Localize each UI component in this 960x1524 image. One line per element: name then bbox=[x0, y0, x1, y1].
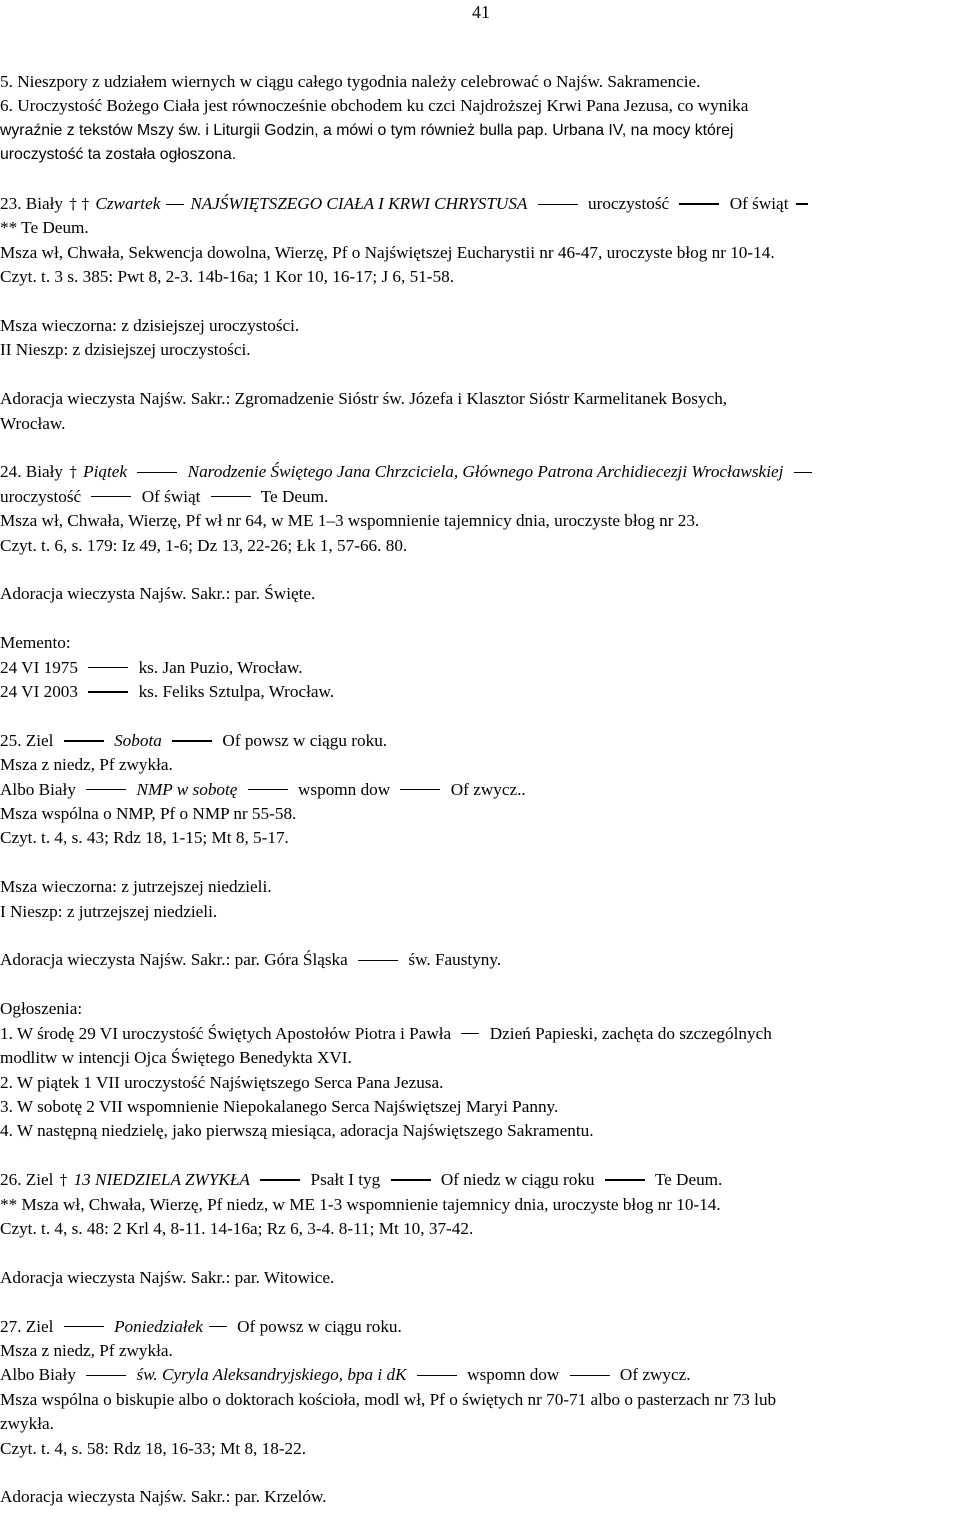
announcement-item: 4. W następną niedzielę, jako pierwszą miesiąca, adoracja Najświętszego Sakramentu. bbox=[0, 1121, 594, 1141]
dash-separator bbox=[358, 960, 398, 962]
alternative-line: Albo Biały NMP w sobotę wspomn dow Of zwycz.. bbox=[0, 779, 526, 799]
dash-separator bbox=[679, 203, 719, 205]
announcement-item: modlitw w intencji Ojca Świętego Benedykta XVI. bbox=[0, 1048, 352, 1068]
dash-separator bbox=[86, 789, 126, 790]
memento-label: Memento: bbox=[0, 633, 71, 653]
mass-line: Msza z niedz, Pf zwykła. bbox=[0, 1340, 173, 1360]
dash-separator bbox=[391, 1179, 431, 1181]
dash-separator bbox=[209, 1326, 227, 1327]
readings-line: Czyt. t. 4, s. 48: 2 Krl 4, 8-11. 14-16a; Rz 6, 3-4. 8-11; Mt 10, 37-42. bbox=[0, 1218, 474, 1238]
dash-separator bbox=[86, 1375, 126, 1376]
dash-separator bbox=[796, 203, 808, 205]
mass-line: Msza wł, Chwała, Sekwencja dowolna, Wierzę, Pf o Najświętszej Eucharystii nr 46-47, uroczyste błog nr 10-14. bbox=[0, 242, 775, 262]
dash-separator bbox=[64, 740, 104, 742]
cross-icon: † † bbox=[69, 195, 90, 214]
announcements-label: Ogłoszenia: bbox=[0, 999, 83, 1019]
dash-separator bbox=[88, 691, 128, 693]
text-line: ** Te Deum. bbox=[0, 218, 89, 238]
readings-line: Czyt. t. 6, s. 179: Iz 49, 1-6; Dz 13, 22-26; Łk 1, 57-66. 80. bbox=[0, 535, 408, 555]
day-entry-24-rank: uroczystość Of świąt Te Deum. bbox=[0, 486, 329, 506]
mass-line: ** Msza wł, Chwała, Wierzę, Pf niedz, w ME 1-3 wspomnienie tajemnicy dnia, uroczyste błog nr 10-14. bbox=[0, 1194, 721, 1214]
adoration-line: Adoracja wieczysta Najśw. Sakr.: par. Krzelów. bbox=[0, 1487, 327, 1507]
dash-separator bbox=[794, 472, 812, 473]
adoration-line: Wrocław. bbox=[0, 413, 66, 433]
dash-separator bbox=[248, 789, 288, 790]
dash-separator bbox=[172, 740, 212, 742]
text-line: 5. Nieszpory z udziałem wiernych w ciągu całego tygodnia należy celebrować o Najśw. Sakramencie. bbox=[0, 72, 701, 91]
dash-separator bbox=[570, 1375, 610, 1376]
adoration-line: Adoracja wieczysta Najśw. Sakr.: par. Góra Śląska św. Faustyny. bbox=[0, 950, 502, 970]
dash-separator bbox=[538, 204, 578, 205]
adoration-line: Adoracja wieczysta Najśw. Sakr.: par. Święte. bbox=[0, 584, 316, 604]
mass-line: zwykła. bbox=[0, 1414, 54, 1434]
day-entry-24-header: 24. Biały † Piątek Narodzenie Świętego Jana Chrzciciela, Głównego Patrona Archidiecezji Wrocławskiej bbox=[0, 460, 958, 484]
mass-line: Msza wspólna o NMP, Pf o NMP nr 55-58. bbox=[0, 804, 297, 824]
text-line: 6. Uroczystość Bożego Ciała jest równocześnie obchodem ku czci Najdroższej Krwi Pana Jezusa, co wynika bbox=[0, 96, 749, 116]
text-line: wyraźnie z tekstów Mszy św. i Liturgii Godzin, a mówi o tym również bulla pap. Urbana IV, na mocy której bbox=[0, 121, 734, 139]
memento-entry: 24 VI 2003 ks. Feliks Sztulpa, Wrocław. bbox=[0, 682, 335, 702]
mass-line: Msza wł, Chwała, Wierzę, Pf wł nr 64, w ME 1–3 wspomnienie tajemnicy dnia, uroczyste błog nr 23. bbox=[0, 511, 700, 531]
text-line: Msza wieczorna: z jutrzejszej niedzieli. bbox=[0, 877, 272, 897]
mass-line: Msza z niedz, Pf zwykła. bbox=[0, 755, 173, 775]
readings-line: Czyt. t. 4, s. 43; Rdz 18, 1-15; Mt 8, 5-17. bbox=[0, 828, 289, 848]
memento-entry: 24 VI 1975 ks. Jan Puzio, Wrocław. bbox=[0, 657, 303, 677]
dash-separator bbox=[211, 496, 251, 497]
day-entry-27-header: 27. Ziel Poniedziałek Of powsz w ciągu roku. bbox=[0, 1316, 402, 1336]
text-line: uroczystość ta została ogłoszona. bbox=[0, 146, 237, 164]
dash-separator bbox=[91, 496, 131, 497]
page-number: 41 bbox=[472, 2, 490, 22]
dash-separator bbox=[400, 789, 440, 790]
readings-line: Czyt. t. 3 s. 385: Pwt 8, 2-3. 14b-16a; 1 Kor 10, 16-17; J 6, 51-58. bbox=[0, 267, 455, 287]
dash-separator bbox=[461, 1033, 479, 1035]
announcement-item: 2. W piątek 1 VII uroczystość Najświętszego Serca Pana Jezusa. bbox=[0, 1072, 444, 1092]
day-entry-26-header: 26. Ziel † 13 NIEDZIELA ZWYKŁA Psałt I tyg Of niedz w ciągu roku Te Deum. bbox=[0, 1168, 958, 1192]
dash-separator bbox=[260, 1179, 300, 1181]
day-entry-23-header: 23. Biały † † Czwartek NAJŚWIĘTSZEGO CIAŁA I KRWI CHRYSTUSA uroczystość Of świąt bbox=[0, 192, 958, 216]
day-entry-25-header: 25. Ziel Sobota Of powsz w ciągu roku. bbox=[0, 730, 388, 750]
announcement-item: 3. W sobotę 2 VII wspomnienie Niepokalanego Serca Najświętszej Maryi Panny. bbox=[0, 1096, 559, 1116]
text-line: II Nieszp: z dzisiejszej uroczystości. bbox=[0, 340, 251, 360]
alternative-line: Albo Biały św. Cyryla Aleksandryjskiego, bpa i dK wspomn dow Of zwycz. bbox=[0, 1365, 691, 1385]
dash-separator bbox=[88, 667, 128, 669]
text-line: I Nieszp: z jutrzejszej niedzieli. bbox=[0, 901, 218, 921]
dash-separator bbox=[137, 472, 177, 473]
dash-separator bbox=[605, 1179, 645, 1181]
cross-icon: † bbox=[59, 1171, 68, 1190]
adoration-line: Adoracja wieczysta Najśw. Sakr.: par. Witowice. bbox=[0, 1267, 335, 1287]
document-body bbox=[0, 70, 958, 1510]
text-line: Msza wieczorna: z dzisiejszej uroczystości. bbox=[0, 316, 300, 336]
announcement-item: 1. W środę 29 VI uroczystość Świętych Apostołów Piotra i Pawła Dzień Papieski, zachęta do szczególnych bbox=[0, 1023, 772, 1043]
cross-icon: † bbox=[69, 463, 77, 482]
dash-separator bbox=[166, 204, 184, 205]
mass-line: Msza wspólna o biskupie albo o doktorach kościoła, modl wł, Pf o świętych nr 70-71 albo o pasterzach nr 73 lub bbox=[0, 1389, 777, 1409]
dash-separator bbox=[64, 1326, 104, 1327]
dash-separator bbox=[417, 1375, 457, 1376]
adoration-line: Adoracja wieczysta Najśw. Sakr.: Zgromadzenie Sióstr św. Józefa i Klasztor Sióstr Karmelitanek Bosych, bbox=[0, 389, 728, 409]
readings-line: Czyt. t. 4, s. 58: Rdz 18, 16-33; Mt 8, 18-22. bbox=[0, 1438, 307, 1458]
